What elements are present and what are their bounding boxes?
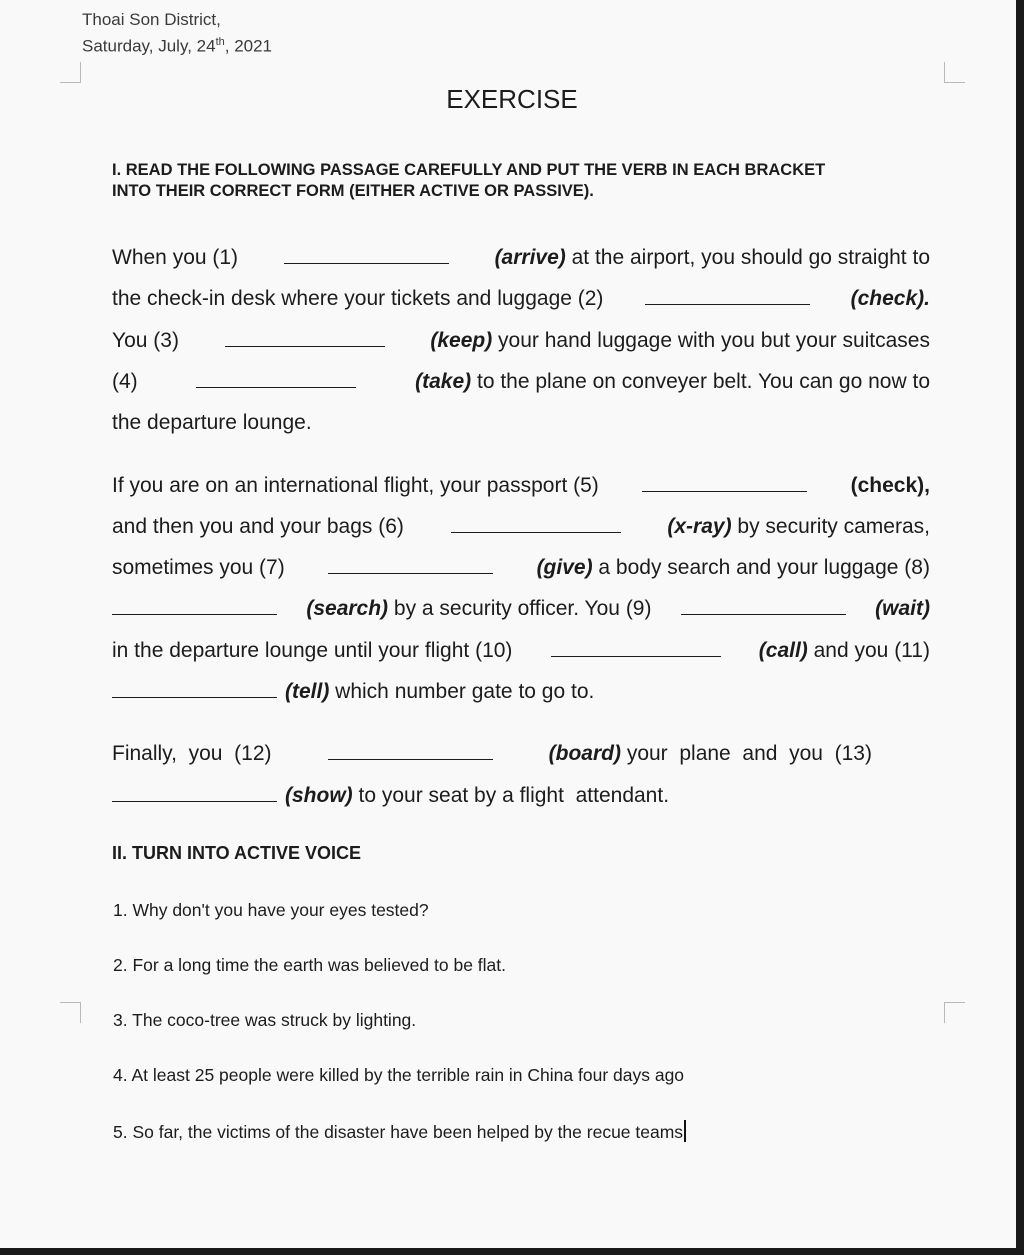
blank-3[interactable] — [225, 329, 385, 347]
text: and you (11) — [813, 639, 930, 662]
crop-mark-bottom-right — [944, 1002, 965, 1023]
text: which number gate to go to. — [335, 680, 595, 703]
text: Finally, you (12) — [112, 742, 272, 765]
verb-hint: (keep) — [430, 329, 493, 352]
blank-8[interactable] — [112, 597, 277, 615]
verb-hint: (give) — [536, 556, 593, 579]
text: If you are on an international flight, your passport (5) — [112, 474, 599, 497]
district-line: Thoai Son District, — [82, 10, 221, 29]
blank-6[interactable] — [451, 515, 621, 533]
passage-line — [112, 740, 872, 768]
blank-11[interactable] — [112, 680, 277, 698]
date-line — [82, 31, 272, 58]
text: in the departure lounge until your flight (10) — [112, 639, 513, 662]
crop-mark-top-left — [60, 62, 81, 83]
text — [285, 678, 594, 706]
text: the check-in desk where your tickets and luggage (2) — [112, 287, 604, 310]
date-year: , 2021 — [224, 36, 273, 56]
text: You (3) — [112, 329, 179, 352]
passage-line — [112, 368, 930, 396]
exercise-item-last[interactable] — [113, 1120, 686, 1143]
date-text: Saturday, July, 24 — [82, 36, 216, 56]
blank-1[interactable] — [284, 246, 449, 264]
verb-hint: (show) — [285, 784, 353, 807]
passage-line — [112, 637, 930, 665]
text: the departure lounge. — [112, 411, 312, 434]
text: at the airport, you should go straight to — [571, 246, 930, 269]
blank-2[interactable] — [645, 287, 810, 305]
verb-hint: (check). — [850, 287, 930, 310]
text — [306, 595, 651, 623]
header — [82, 8, 272, 58]
text — [549, 740, 872, 768]
blank-7[interactable] — [328, 556, 493, 574]
passage-line — [112, 782, 930, 810]
text: your hand luggage with you but your suitcases — [498, 329, 930, 352]
text: to your seat by a flight attendant. — [358, 784, 670, 807]
passage-line — [112, 678, 930, 706]
text — [495, 244, 930, 272]
blank-10[interactable] — [551, 639, 721, 657]
verb-hint: (take) — [415, 370, 472, 393]
passage-line — [112, 285, 930, 313]
verb-hint: (x-ray) — [667, 515, 732, 538]
text-cursor — [684, 1120, 686, 1142]
verb-hint: (arrive) — [494, 246, 566, 269]
verb-hint: (check), — [850, 474, 930, 497]
exercise-item: 3. The coco-tree was struck by lighting. — [113, 1010, 417, 1030]
passage-line — [112, 554, 930, 582]
exercise-item: 1. Why don't you have your eyes tested? — [113, 900, 429, 920]
text: by security cameras, — [737, 515, 930, 538]
exercise-item: 4. At least 25 people were killed by the terrible rain in China four days ago — [113, 1065, 685, 1085]
text — [537, 554, 930, 582]
text: a body search and your luggage (8) — [598, 556, 930, 579]
exercise-item: 2. For a long time the earth was believed to be flat. — [113, 955, 506, 975]
passage-line — [112, 409, 930, 437]
text — [415, 368, 930, 396]
page-title: EXERCISE — [446, 84, 578, 114]
verb-hint: (wait) — [875, 597, 930, 620]
text — [667, 513, 930, 541]
instruction-line-2: INTO THEIR CORRECT FORM (EITHER ACTIVE OR PASSIVE). — [112, 182, 594, 200]
passage-line — [112, 244, 930, 272]
blank-9[interactable] — [681, 597, 846, 615]
blank-13[interactable] — [112, 784, 277, 802]
text: by a security officer. You (9) — [393, 597, 652, 620]
part1-instruction — [112, 160, 912, 202]
verb-hint: (call) — [758, 639, 808, 662]
verb-hint: (search) — [306, 597, 389, 620]
blank-5[interactable] — [642, 474, 807, 492]
date-suffix: th — [215, 36, 225, 48]
verb-hint: (board) — [548, 742, 621, 765]
verb-hint: (tell) — [285, 680, 330, 703]
blank-4[interactable] — [196, 370, 356, 388]
text — [285, 782, 669, 810]
exercise-item-text: 5. So far, the victims of the disaster have been helped by the recue teams — [113, 1122, 684, 1142]
part2-heading: II. TURN INTO ACTIVE VOICE — [112, 843, 362, 863]
instruction-line-1: I. READ THE FOLLOWING PASSAGE CAREFULLY AND PUT THE VERB IN EACH BRACKET — [112, 161, 826, 179]
passage-line — [112, 513, 930, 541]
text — [430, 327, 930, 355]
passage-line — [112, 327, 930, 355]
text — [759, 637, 930, 665]
text: When you (1) — [112, 246, 239, 269]
text: to the plane on conveyer belt. You can go now to — [476, 370, 930, 393]
crop-mark-top-right — [944, 62, 965, 83]
text: sometimes you (7) — [112, 556, 285, 579]
blank-12[interactable] — [328, 742, 493, 760]
text: (4) — [112, 370, 138, 393]
text: your plane and you (13) — [626, 742, 872, 765]
crop-mark-bottom-left — [60, 1002, 81, 1023]
passage-line — [112, 595, 930, 623]
text: and then you and your bags (6) — [112, 515, 404, 538]
passage-line — [112, 472, 930, 500]
